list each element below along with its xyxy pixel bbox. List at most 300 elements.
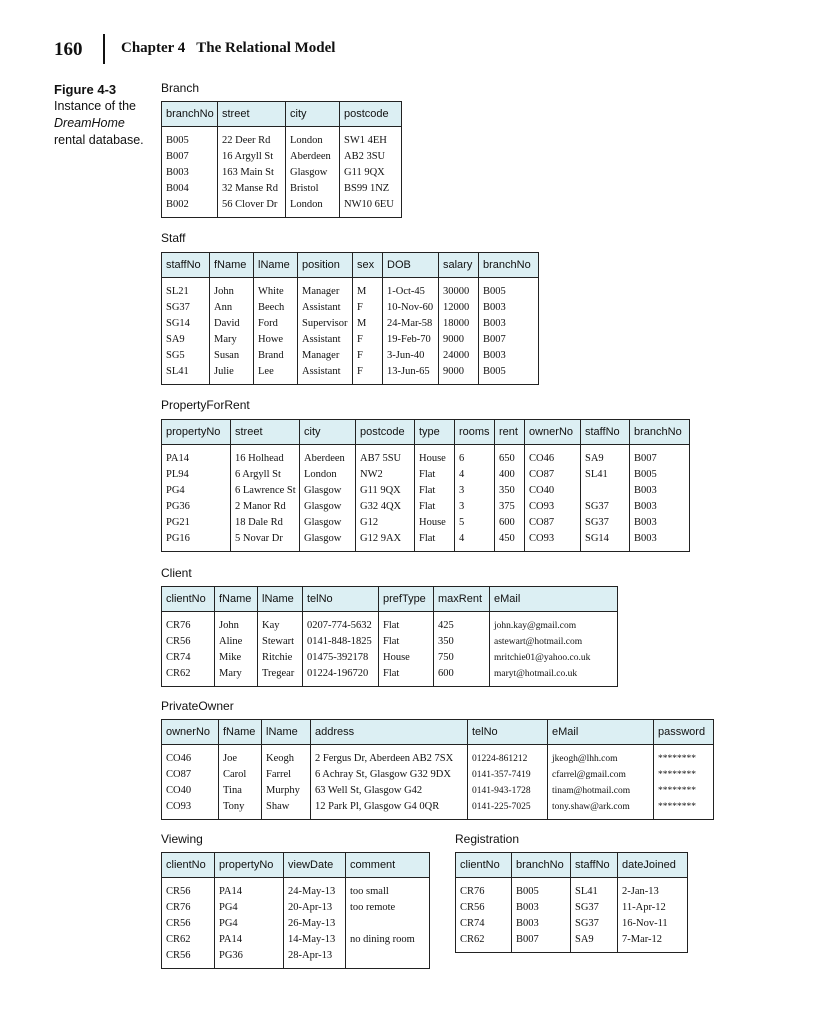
table-header-row [162,253,539,278]
table-row [162,900,430,916]
table-cell: 10-Nov-60 [383,300,439,316]
column-header: propertyNo [162,420,231,445]
property-table-title: PropertyForRent [161,398,250,412]
table-cell: 24-May-13 [284,884,346,900]
table-cell: CR76 [162,900,215,916]
table-cell: G11 9QX [356,483,415,499]
table-cell: F [353,300,383,316]
column-header: ownerNo [162,720,219,745]
table-cell: F [353,348,383,364]
table-cell: House [379,650,434,666]
table-cell: Supervisor [298,316,353,332]
table-cell: PG4 [215,900,284,916]
table-cell: Glasgow [300,499,356,515]
column-header: lName [262,720,311,745]
table-row [162,932,430,948]
table-cell: john.kay@gmail.com [490,618,618,634]
table-row [162,666,618,687]
figure-label: Figure 4-3 [54,82,117,97]
table-cell: SG37 [581,499,630,515]
table-cell: Julie [210,364,254,385]
table-cell: CO93 [162,799,219,820]
table-cell: CR56 [162,948,215,969]
column-header: sex [353,253,383,278]
table-cell: 14-May-13 [284,932,346,948]
table-cell: 375 [495,499,525,515]
table-cell: 650 [495,451,525,467]
table-cell: Flat [415,499,455,515]
table-header-row [162,587,618,612]
table-cell: SG14 [162,316,210,332]
table-cell: 6 Achray St, Glasgow G32 9DX [311,767,468,783]
table-cell: White [254,284,298,300]
table-cell: Flat [379,618,434,634]
table-cell: B003 [479,316,539,332]
table-header-row [456,853,688,878]
table-cell: M [353,284,383,300]
column-header: lName [254,253,298,278]
column-header: staffNo [162,253,210,278]
table-cell: SA9 [162,332,210,348]
table-cell: London [300,467,356,483]
table-cell: 12 Park Pl, Glasgow G4 0QR [311,799,468,820]
table-cell: Shaw [262,799,311,820]
table-cell: 2 Fergus Dr, Aberdeen AB2 7SX [311,751,468,767]
column-header: lName [258,587,303,612]
table-cell: CR56 [162,884,215,900]
table-cell: CR76 [456,884,512,900]
table-cell: tony.shaw@ark.com [548,799,654,820]
column-header: propertyNo [215,853,284,878]
table-cell: 450 [495,531,525,552]
table-cell: B003 [512,916,571,932]
table-cell: Flat [415,483,455,499]
table-cell: 163 Main St [218,165,286,181]
table-header-row [162,102,402,127]
table-cell: B003 [479,348,539,364]
table-cell: AB7 5SU [356,451,415,467]
table-cell: 16 Argyll St [218,149,286,165]
table-row [162,467,690,483]
table-cell: Ann [210,300,254,316]
table-row [162,133,402,149]
table-cell: tinam@hotmail.com [548,783,654,799]
table-row [456,916,688,932]
table-cell: John [215,618,258,634]
table-cell: B003 [162,165,218,181]
table-row [162,751,714,767]
table-cell: SL21 [162,284,210,300]
table-row [162,767,714,783]
property-table [161,419,690,552]
staff-table-title: Staff [161,231,186,245]
table-row [162,783,714,799]
table-cell: PG4 [215,916,284,932]
table-cell: PL94 [162,467,231,483]
table-cell: jkeogh@lhh.com [548,751,654,767]
table-cell: 18 Dale Rd [231,515,300,531]
page-number: 160 [54,39,83,60]
table-row [162,451,690,467]
table-cell: PA14 [215,932,284,948]
table-cell: CO46 [162,751,219,767]
table-cell: Ritchie [258,650,303,666]
client-table-title: Client [161,566,192,580]
table-row [456,900,688,916]
table-cell: B005 [630,467,690,483]
column-header: eMail [490,587,618,612]
owner-table-title: PrivateOwner [161,699,234,713]
table-header-row [162,853,430,878]
table-cell: CO93 [525,499,581,515]
table-cell: 24000 [439,348,479,364]
column-header: street [231,420,300,445]
table-cell: CR62 [162,666,215,687]
table-cell: B005 [479,284,539,300]
table-cell: 3 [455,483,495,499]
table-row [162,149,402,165]
table-cell: B005 [512,884,571,900]
table-cell: BS99 1NZ [340,181,402,197]
table-cell: 7-Mar-12 [618,932,688,953]
table-cell: CO87 [525,515,581,531]
table-cell: 63 Well St, Glasgow G42 [311,783,468,799]
table-cell: CO40 [162,783,219,799]
column-header: fName [215,587,258,612]
table-cell: 350 [434,634,490,650]
table-cell: Flat [415,467,455,483]
column-header: maxRent [434,587,490,612]
column-header: city [286,102,340,127]
figure-caption [54,98,154,149]
table-cell: 16-Nov-11 [618,916,688,932]
table-cell: PG21 [162,515,231,531]
table-cell: 19-Feb-70 [383,332,439,348]
header-divider [103,34,105,64]
table-cell: mritchie01@yahoo.co.uk [490,650,618,666]
table-cell: CR76 [162,618,215,634]
caption-line: rental database. [54,133,144,147]
table-row [162,916,430,932]
table-row [162,483,690,499]
table-cell: PG4 [162,483,231,499]
column-header: dateJoined [618,853,688,878]
table-cell: M [353,316,383,332]
table-row [162,799,714,820]
branch-table-title: Branch [161,81,200,95]
registration-table [455,852,688,953]
table-cell: B007 [479,332,539,348]
table-cell: B003 [512,900,571,916]
table-row [162,531,690,552]
column-header: fName [219,720,262,745]
table-cell: astewart@hotmail.com [490,634,618,650]
table-row [162,948,430,969]
table-cell: 24-Mar-58 [383,316,439,332]
column-header: postcode [340,102,402,127]
column-header: postcode [356,420,415,445]
table-cell: CR74 [456,916,512,932]
table-cell: 01224-196720 [303,666,379,687]
table-cell: Lee [254,364,298,385]
table-cell: Manager [298,348,353,364]
table-cell: 56 Clover Dr [218,197,286,218]
column-header: street [218,102,286,127]
table-cell: 12000 [439,300,479,316]
table-cell: David [210,316,254,332]
table-cell: 600 [434,666,490,687]
column-header: rent [495,420,525,445]
table-cell: ******** [654,799,714,820]
table-cell: 28-Apr-13 [284,948,346,969]
table-cell: Mary [210,332,254,348]
table-cell: B002 [162,197,218,218]
table-cell: 4 [455,467,495,483]
table-cell: PG36 [162,499,231,515]
table-cell: Glasgow [300,531,356,552]
table-cell: Mary [215,666,258,687]
table-row [162,316,539,332]
table-cell: Assistant [298,332,353,348]
table-cell: F [353,364,383,385]
table-cell: 0141-357-7419 [468,767,548,783]
table-cell: Beech [254,300,298,316]
table-cell: Tina [219,783,262,799]
table-cell: B004 [162,181,218,197]
table-cell: Aberdeen [286,149,340,165]
table-header-row [162,420,690,445]
owner-table [161,719,714,820]
column-header: password [654,720,714,745]
table-row [162,364,539,385]
column-header: eMail [548,720,654,745]
table-cell: B003 [630,499,690,515]
table-row [162,515,690,531]
table-cell: 425 [434,618,490,634]
table-cell: too remote [346,900,430,916]
table-cell: 5 Novar Dr [231,531,300,552]
table-cell: Glasgow [300,515,356,531]
column-header: telNo [468,720,548,745]
column-header: branchNo [162,102,218,127]
table-cell: SG37 [571,900,618,916]
column-header: rooms [455,420,495,445]
table-cell: Keogh [262,751,311,767]
table-cell: ******** [654,783,714,799]
table-cell: AB2 3SU [340,149,402,165]
table-cell: B005 [479,364,539,385]
table-cell: 01475-392178 [303,650,379,666]
table-row [456,932,688,953]
column-header: clientNo [162,587,215,612]
branch-table [161,101,402,218]
table-cell: CR62 [162,932,215,948]
table-cell: London [286,133,340,149]
table-cell: 5 [455,515,495,531]
table-cell: 26-May-13 [284,916,346,932]
table-row [162,181,402,197]
table-cell: 30000 [439,284,479,300]
table-cell: G32 4QX [356,499,415,515]
table-cell: Flat [379,634,434,650]
registration-table-title: Registration [455,832,520,846]
table-cell: G12 [356,515,415,531]
table-cell: CR56 [162,634,215,650]
table-row [162,884,430,900]
table-cell: 0207-774-5632 [303,618,379,634]
table-cell: CR74 [162,650,215,666]
table-cell: CO46 [525,451,581,467]
table-cell: B003 [630,483,690,499]
column-header: viewDate [284,853,346,878]
table-cell: CO40 [525,483,581,499]
caption-italic: DreamHome [54,116,125,130]
column-header: clientNo [162,853,215,878]
table-row [162,618,618,634]
column-header: address [311,720,468,745]
table-cell: 20-Apr-13 [284,900,346,916]
table-cell: SL41 [581,467,630,483]
table-cell: House [415,451,455,467]
table-cell: B003 [479,300,539,316]
table-cell: SG37 [581,515,630,531]
table-cell: SL41 [162,364,210,385]
table-cell: Manager [298,284,353,300]
table-cell: SA9 [581,451,630,467]
table-cell: 1-Oct-45 [383,284,439,300]
table-cell: NW10 6EU [340,197,402,218]
table-cell: Glasgow [286,165,340,181]
table-cell: 18000 [439,316,479,332]
table-cell: SG37 [571,916,618,932]
table-cell: 32 Manse Rd [218,181,286,197]
table-cell: John [210,284,254,300]
table-cell: 750 [434,650,490,666]
table-cell: Ford [254,316,298,332]
table-row [162,284,539,300]
table-cell: PA14 [215,884,284,900]
table-cell: 01224-861212 [468,751,548,767]
table-cell: 9000 [439,332,479,348]
table-cell: SW1 4EH [340,133,402,149]
table-row [456,884,688,900]
table-cell: B007 [630,451,690,467]
table-cell [346,916,430,932]
table-cell: G12 9AX [356,531,415,552]
column-header: prefType [379,587,434,612]
column-header: clientNo [456,853,512,878]
table-row [162,499,690,515]
table-cell: B003 [630,515,690,531]
chapter-title: Chapter 4 The Relational Model [121,40,336,56]
client-table [161,586,618,687]
table-cell: 600 [495,515,525,531]
table-cell: CR56 [456,900,512,916]
column-header: staffNo [581,420,630,445]
table-cell [581,483,630,499]
table-cell: Tony [219,799,262,820]
table-cell: G11 9QX [340,165,402,181]
table-cell: Aline [215,634,258,650]
table-cell: 2 Manor Rd [231,499,300,515]
column-header: branchNo [479,253,539,278]
table-cell: 3 [455,499,495,515]
table-cell: CO87 [162,767,219,783]
table-cell: Murphy [262,783,311,799]
table-row [162,634,618,650]
column-header: comment [346,853,430,878]
table-cell: CR62 [456,932,512,953]
table-cell: Assistant [298,300,353,316]
column-header: telNo [303,587,379,612]
column-header: fName [210,253,254,278]
caption-line: Instance of the [54,99,137,113]
table-cell: 22 Deer Rd [218,133,286,149]
table-row [162,348,539,364]
table-cell: 6 Lawrence St [231,483,300,499]
table-cell: PA14 [162,451,231,467]
table-cell: SG37 [162,300,210,316]
table-cell: Flat [379,666,434,687]
table-cell: CO87 [525,467,581,483]
table-cell: Joe [219,751,262,767]
column-header: DOB [383,253,439,278]
table-cell: F [353,332,383,348]
column-header: staffNo [571,853,618,878]
table-cell: 6 Argyll St [231,467,300,483]
column-header: type [415,420,455,445]
table-cell: Aberdeen [300,451,356,467]
column-header: ownerNo [525,420,581,445]
table-row [162,650,618,666]
table-cell: 0141-848-1825 [303,634,379,650]
table-cell: 0141-225-7025 [468,799,548,820]
table-row [162,300,539,316]
table-cell: 16 Holhead [231,451,300,467]
table-cell: House [415,515,455,531]
column-header: city [300,420,356,445]
table-cell: B003 [630,531,690,552]
table-cell: Glasgow [300,483,356,499]
column-header: branchNo [512,853,571,878]
table-cell: too small [346,884,430,900]
table-cell: Farrel [262,767,311,783]
viewing-table-title: Viewing [161,832,203,846]
table-cell: 4 [455,531,495,552]
table-cell: 9000 [439,364,479,385]
table-cell: CR56 [162,916,215,932]
viewing-table [161,852,430,969]
table-cell: SG14 [581,531,630,552]
table-cell: Stewart [258,634,303,650]
table-cell: 350 [495,483,525,499]
table-cell: ******** [654,767,714,783]
table-cell: 0141-943-1728 [468,783,548,799]
table-cell: ******** [654,751,714,767]
table-cell: SL41 [571,884,618,900]
table-row [162,165,402,181]
table-header-row [162,720,714,745]
table-cell: 13-Jun-65 [383,364,439,385]
table-cell: B007 [162,149,218,165]
table-cell: Tregear [258,666,303,687]
table-cell: Assistant [298,364,353,385]
table-cell: cfarrel@gmail.com [548,767,654,783]
table-cell: CO93 [525,531,581,552]
table-cell: London [286,197,340,218]
column-header: position [298,253,353,278]
table-row [162,332,539,348]
